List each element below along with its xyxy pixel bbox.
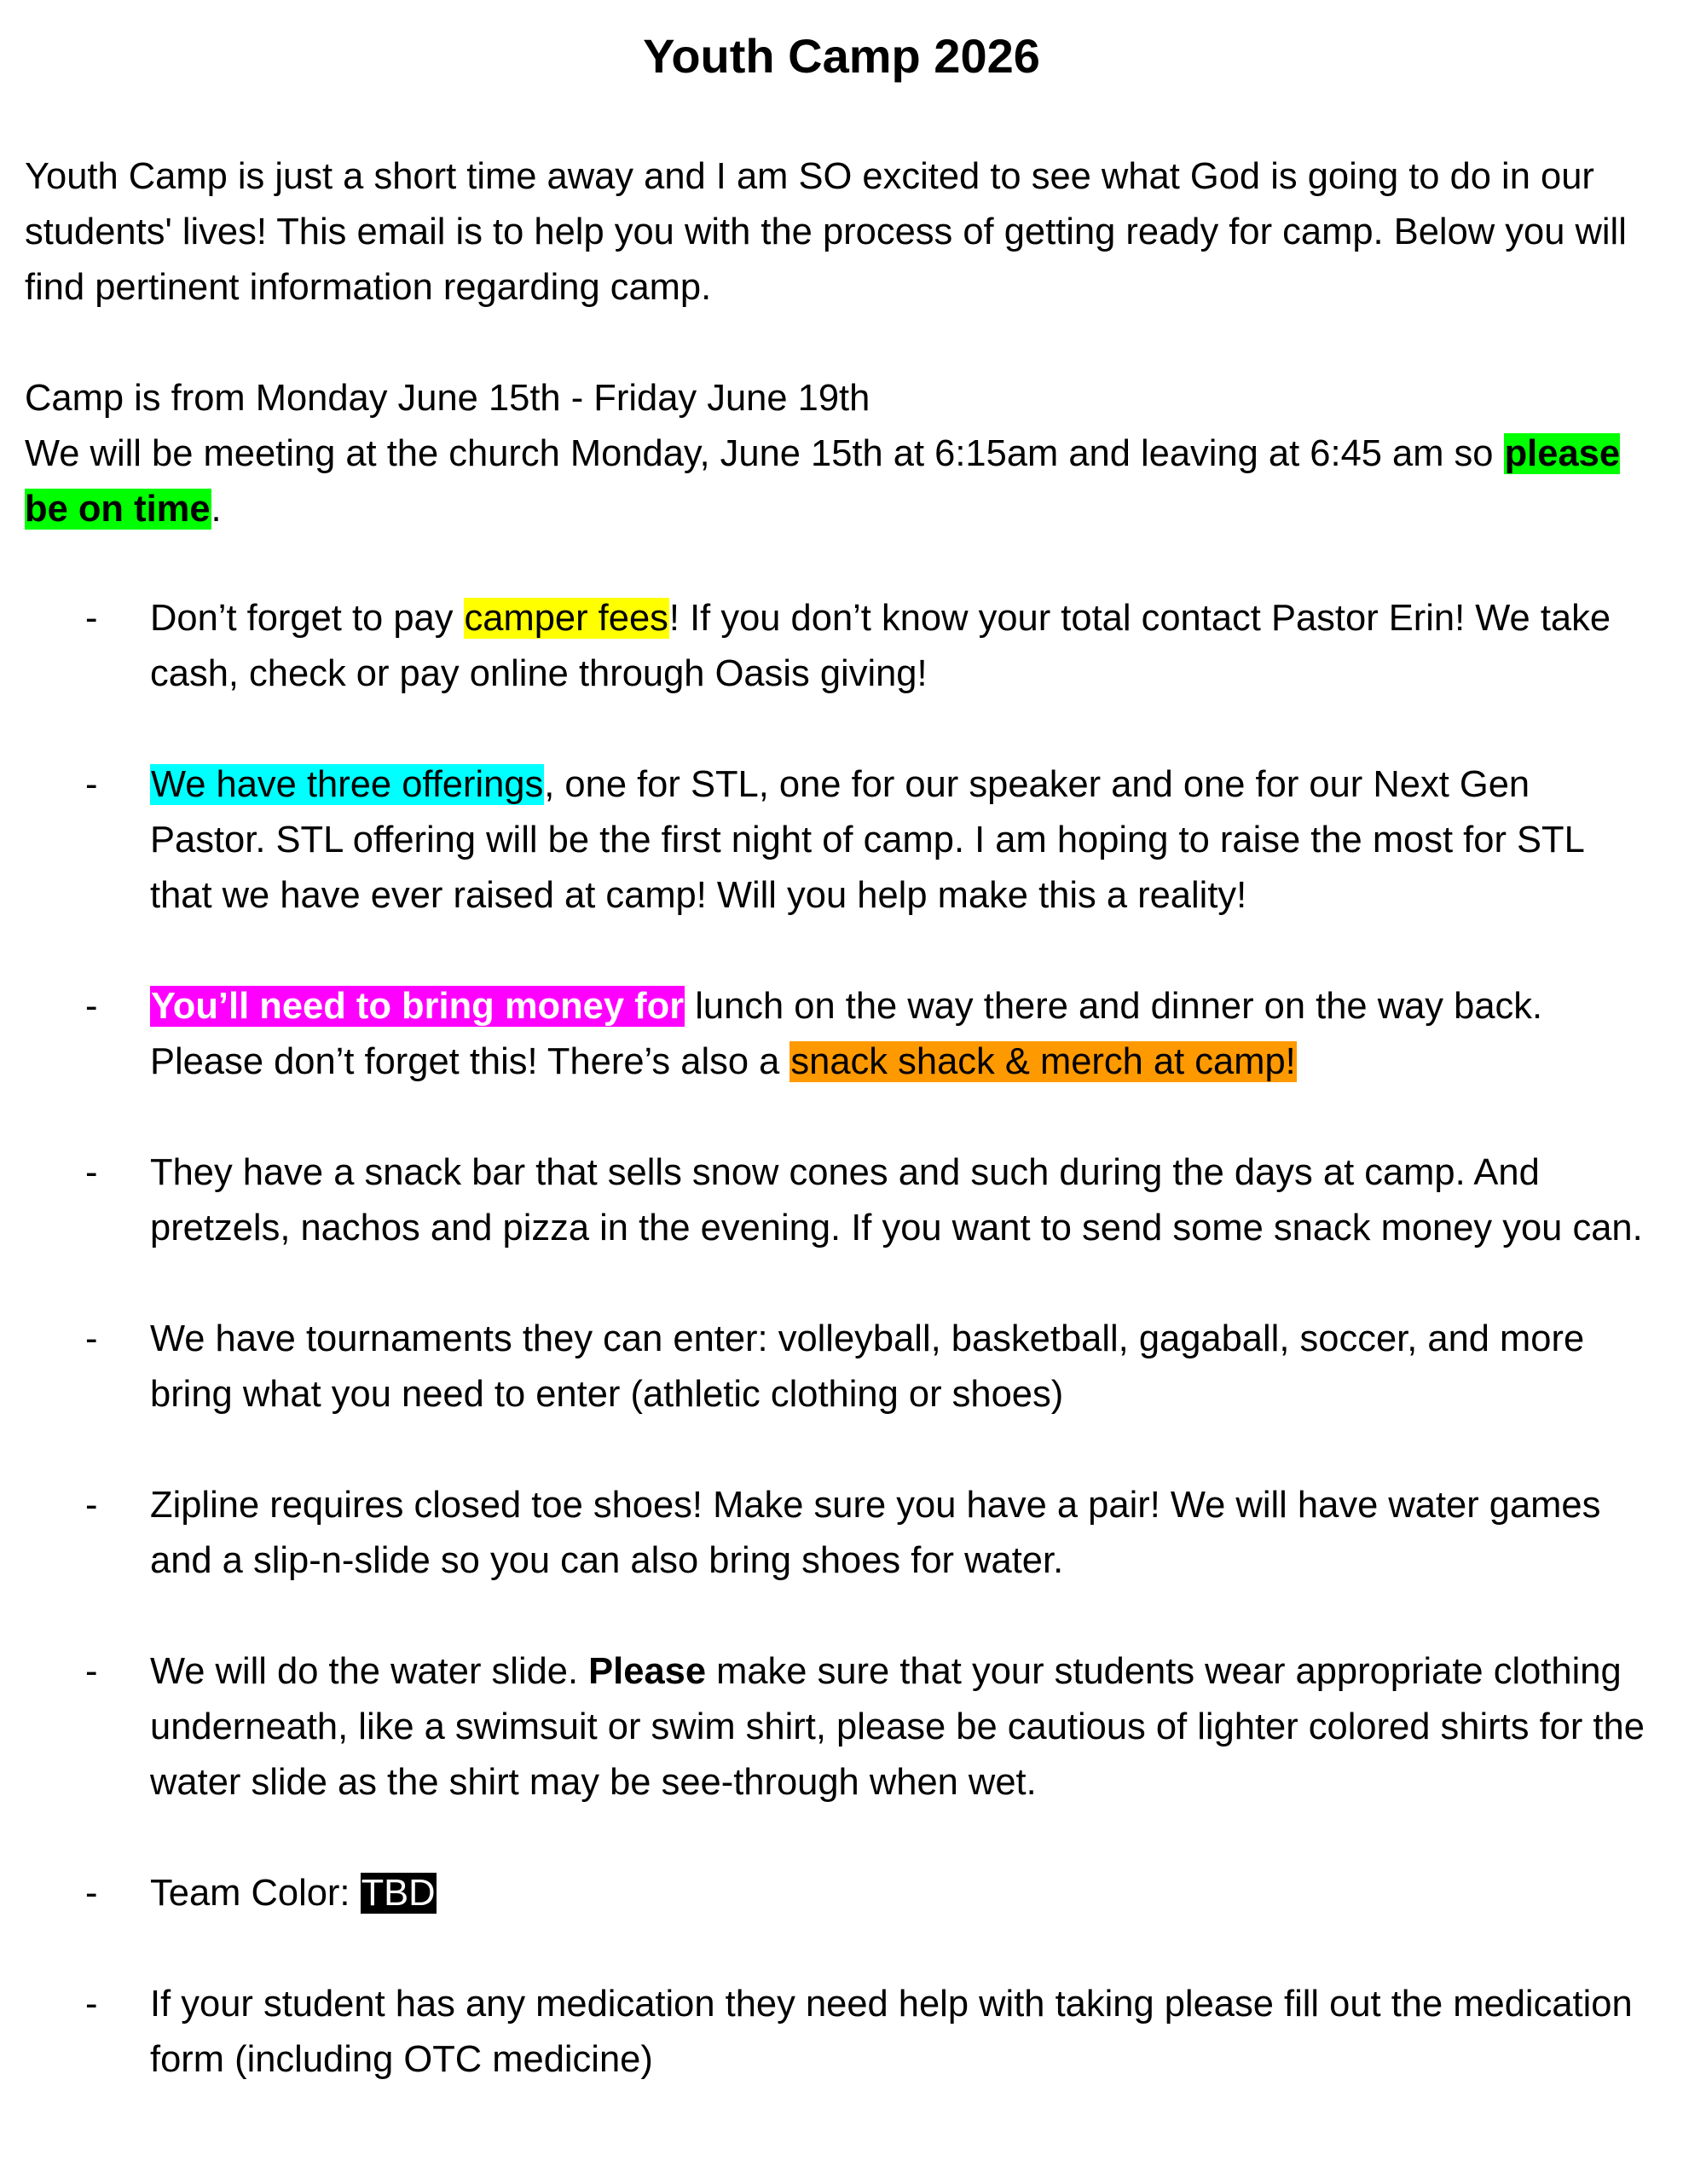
list-item-medication <box>0 1977 1683 2088</box>
list-item-money <box>0 979 1683 1090</box>
bullet-marker: - <box>85 598 98 639</box>
list-item-offerings <box>0 757 1683 924</box>
list-item-text <box>150 591 1651 702</box>
text-segment: make sure that your students wear appropriate clothing underneath, like a swimsuit or swim shirt, please be cautious of lighter colored shirts for the water slide as the shirt may be see-through when wet. <box>150 1651 1645 1803</box>
text-segment: Team Color: <box>150 1873 361 1914</box>
intro-paragraph: Youth Camp is just a short time away and I am SO excited to see what God is going to do in our students' lives! This email is to help you with the process of getting ready for camp. Below you will find pertinent information regarding camp. <box>25 156 1627 308</box>
bullet-marker: - <box>85 986 98 1027</box>
on-time-highlight: please be on time <box>25 433 1621 530</box>
text-segment: , one for STL, one for our speaker and one for our Next Gen Pastor. STL offering will be the first night of camp. I am hoping to raise the most for STL that we have ever raised at camp! Will you help make this a reality! <box>150 764 1584 916</box>
list-item-text: Zipline requires closed toe shoes! Make sure you have a pair! We will have water games and a slip-n-slide so you can also bring shoes for water. <box>150 1485 1601 1581</box>
team-color-value: TBD <box>361 1873 436 1914</box>
page-title: Youth Camp 2026 <box>643 29 1040 83</box>
snack-shack-highlight: snack shack & merch at camp! <box>790 1041 1296 1082</box>
text-segment: Don’t forget to pay <box>150 598 464 639</box>
please-bold: Please <box>588 1651 707 1692</box>
camper-fees-highlight: camper fees <box>464 598 668 639</box>
meeting-end: . <box>211 489 222 530</box>
list-item-text <box>150 979 1651 1090</box>
text-segment: We will do the water slide. <box>150 1651 589 1692</box>
bullet-marker: - <box>85 1152 98 1193</box>
meeting-line <box>25 426 1662 537</box>
list-item-text: If your student has any medication they need help with taking please fill out the medication form (including OTC medicine) <box>150 1984 1633 2080</box>
camp-dates-paragraph <box>25 371 1662 537</box>
text-segment: lunch on the way there and dinner on the way back. Please don’t forget this! There’s also a <box>150 986 1543 1082</box>
list-item-text <box>150 1866 1651 1921</box>
list-item-text <box>150 757 1651 924</box>
camp-dates-line: Camp is from Monday June 15th - Friday June 19th <box>25 378 870 419</box>
list-item-team-color <box>0 1866 1683 1921</box>
bullet-marker: - <box>85 1984 98 2025</box>
list-item-tournaments <box>0 1312 1683 1422</box>
text-segment: ! If you don’t know your total contact Pastor Erin! We take cash, check or pay online through Oasis giving! <box>150 598 1611 694</box>
bullet-marker: - <box>85 1651 98 1692</box>
list-item-snack-bar <box>0 1145 1683 1256</box>
offerings-highlight: We have three offerings <box>151 764 544 805</box>
info-bullet-list <box>0 591 1683 2143</box>
bullet-marker: - <box>85 764 98 805</box>
list-item-water-slide <box>0 1644 1683 1810</box>
bullet-marker: - <box>85 1485 98 1526</box>
bullet-marker: - <box>85 1873 98 1914</box>
bullet-marker: - <box>85 1318 98 1359</box>
list-item-text: They have a snack bar that sells snow cones and such during the days at camp. And pretzels, nachos and pizza in the evening. If you want to send some snack money you can. <box>150 1152 1643 1248</box>
list-item-text <box>150 1644 1651 1810</box>
list-item-camper-fees <box>0 591 1683 702</box>
list-item-zipline <box>0 1478 1683 1589</box>
meeting-text: We will be meeting at the church Monday, June 15th at 6:15am and leaving at 6:45 am so <box>25 433 1504 474</box>
list-item-text: We have tournaments they can enter: volleyball, basketball, gagaball, soccer, and more bring what you need to enter (athletic clothing or shoes) <box>150 1318 1585 1415</box>
bring-money-highlight: You’ll need to bring money for <box>151 986 685 1027</box>
